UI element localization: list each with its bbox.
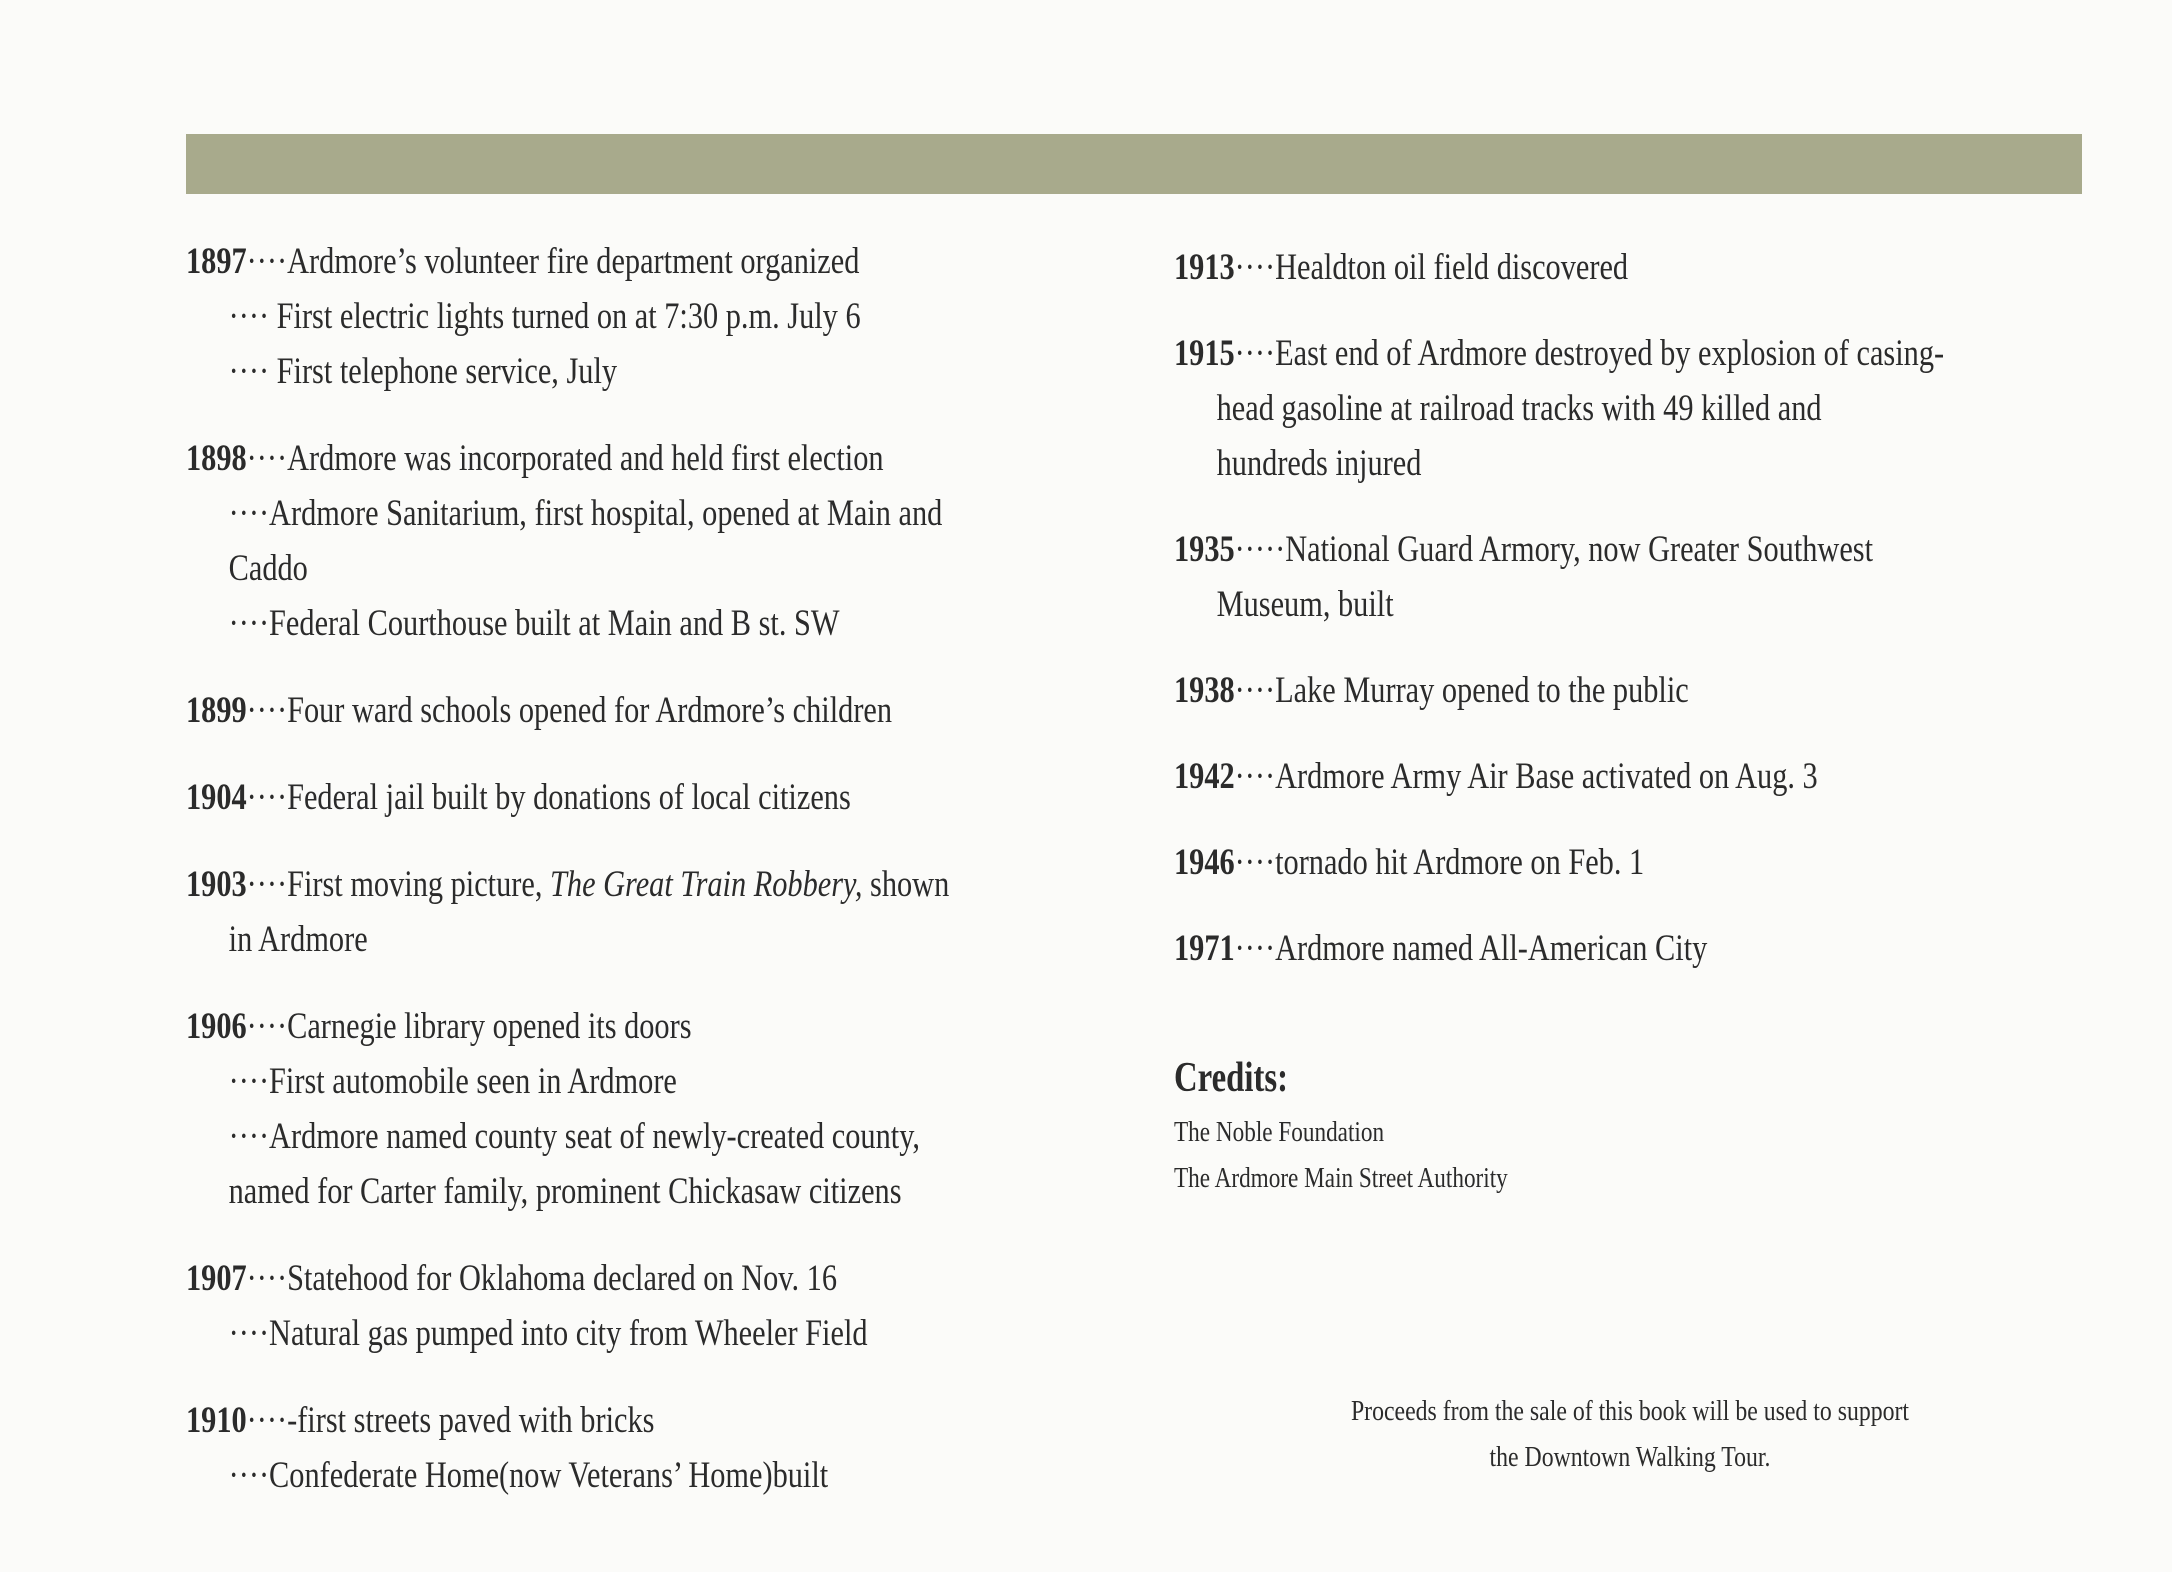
entry-year: 1907	[186, 1258, 247, 1299]
entry-year: 1904	[186, 777, 247, 818]
timeline-entry-1942	[1174, 749, 2084, 804]
entry-year: 1897	[186, 241, 247, 282]
timeline-entry-1935	[1174, 522, 2084, 632]
entry-text: ·····National Guard Armory, now Greater Southwest	[1234, 529, 1874, 570]
entry-subline: ····First automobile seen in Ardmore	[228, 1061, 677, 1102]
timeline-entry-1903	[186, 857, 1106, 967]
timeline-entry-1913	[1174, 240, 2084, 295]
entry-text: ····East end of Ardmore destroyed by explosion of casing-	[1234, 333, 1945, 374]
timeline-entry-1946	[1174, 835, 2084, 890]
entry-year: 1898	[186, 438, 247, 479]
entry-text: ····Statehood for Oklahoma declared on Nov. 16	[246, 1258, 838, 1299]
entry-text: ····Ardmore was incorporated and held first election	[246, 438, 884, 479]
entry-year: 1938	[1174, 670, 1235, 711]
entry-subline: ···· First electric lights turned on at 7:30 p.m. July 6	[228, 296, 861, 337]
entry-year: 1906	[186, 1006, 247, 1047]
entry-subline: Museum, built	[1216, 584, 1394, 625]
entry-subline: ····Confederate Home(now Veterans’ Home)built	[228, 1455, 829, 1496]
timeline-entry-1971	[1174, 921, 2084, 976]
proceeds-line: Proceeds from the sale of this book will be used to support	[1350, 1395, 1910, 1427]
timeline-entry-1915	[1174, 326, 2084, 491]
timeline-entry-1938	[1174, 663, 2084, 718]
entry-text: ····Ardmore Army Air Base activated on Aug. 3	[1234, 756, 1818, 797]
entry-subline: named for Carter family, prominent Chickasaw citizens	[228, 1171, 902, 1212]
timeline-entry-1904	[186, 770, 1106, 825]
entry-subline: head gasoline at railroad tracks with 49 killed and	[1216, 388, 1822, 429]
credit-item: The Noble Foundation	[1174, 1116, 1385, 1148]
entry-text: ····Ardmore named All-American City	[1234, 928, 1708, 969]
entry-year: 1946	[1174, 842, 1235, 883]
timeline-entry-1907	[186, 1251, 1106, 1361]
entry-year: 1903	[186, 864, 247, 905]
entry-year: 1910	[186, 1400, 247, 1441]
entry-text: ····Ardmore’s volunteer fire department organized	[246, 241, 860, 282]
entry-subline: Caddo	[228, 548, 308, 589]
entry-text: ····Federal jail built by donations of local citizens	[246, 777, 851, 818]
entry-subline: ····Ardmore named county seat of newly-created county,	[228, 1116, 920, 1157]
entry-subline: ····Ardmore Sanitarium, first hospital, opened at Main and	[228, 493, 943, 534]
timeline-entry-1906	[186, 999, 1106, 1219]
entry-text: shown	[862, 864, 950, 905]
timeline-entry-1897	[186, 234, 1106, 399]
entry-year: 1971	[1174, 928, 1235, 969]
proceeds-note	[1200, 1388, 2060, 1480]
entry-year: 1913	[1174, 247, 1235, 288]
entry-text: ····Four ward schools opened for Ardmore’s children	[246, 690, 893, 731]
entry-text: ····-first streets paved with bricks	[246, 1400, 655, 1441]
entry-text: ····First moving picture,	[246, 864, 551, 905]
entry-subline: ···· First telephone service, July	[228, 351, 618, 392]
entry-subline: in Ardmore	[228, 919, 368, 960]
entry-subline: ····Federal Courthouse built at Main and B st. SW	[228, 603, 840, 644]
entry-text: ····Healdton oil field discovered	[1234, 247, 1629, 288]
entry-subline: hundreds injured	[1216, 443, 1422, 484]
timeline-entry-1898	[186, 431, 1106, 651]
header-band	[186, 134, 2082, 194]
proceeds-line: the Downtown Walking Tour.	[1489, 1441, 1771, 1473]
film-title: The Great Train Robbery,	[550, 864, 863, 905]
entry-year: 1942	[1174, 756, 1235, 797]
entry-year: 1935	[1174, 529, 1235, 570]
credit-item: The Ardmore Main Street Authority	[1174, 1162, 1508, 1194]
entry-subline: ····Natural gas pumped into city from Wheeler Field	[228, 1313, 868, 1354]
entry-text: ····Lake Murray opened to the public	[1234, 670, 1689, 711]
timeline-entry-1910	[186, 1393, 1106, 1503]
entry-text: ····tornado hit Ardmore on Feb. 1	[1234, 842, 1645, 883]
timeline-entry-1899	[186, 683, 1106, 738]
entry-year: 1915	[1174, 333, 1235, 374]
entry-year: 1899	[186, 690, 247, 731]
entry-text: ····Carnegie library opened its doors	[246, 1006, 692, 1047]
credits-title: Credits:	[1174, 1055, 1289, 1101]
timeline-right-column	[1174, 240, 2084, 1007]
timeline-left-column	[186, 234, 1106, 1535]
